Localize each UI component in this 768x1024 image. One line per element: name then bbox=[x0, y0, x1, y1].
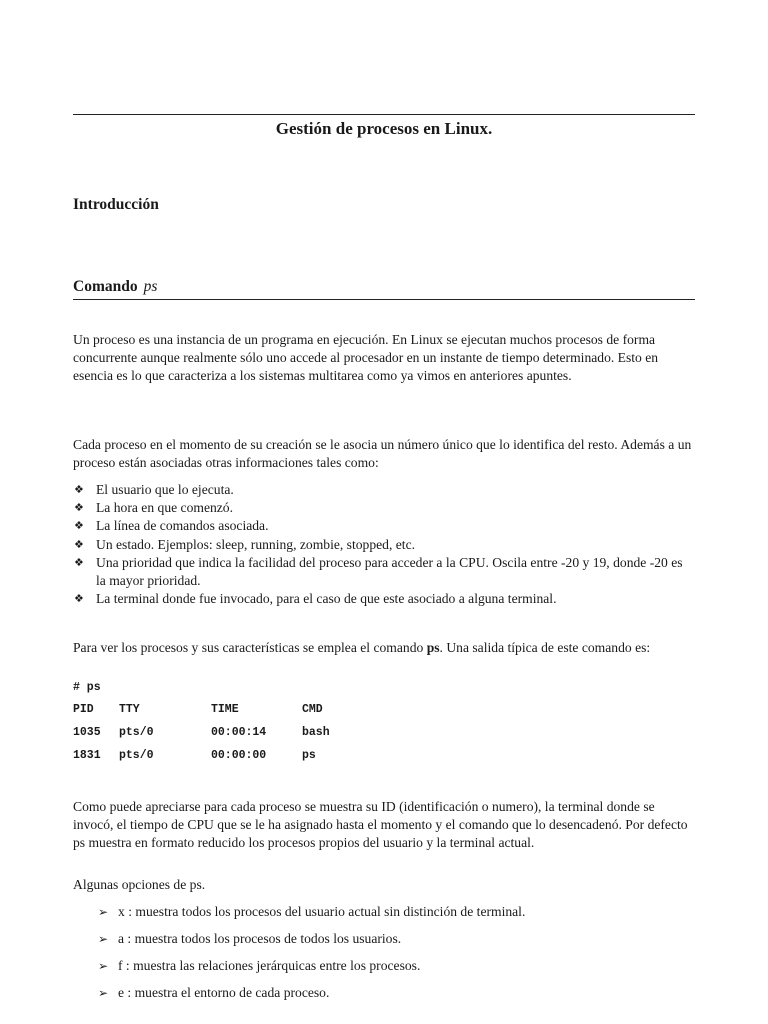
code-header-tty: TTY bbox=[119, 703, 140, 716]
list-item bbox=[73, 499, 695, 517]
list-item-text: La hora en que comenzó. bbox=[96, 500, 234, 516]
paragraph-intro: Un proceso es una instancia de un programa en ejecución. En Linux se ejecutan muchos procesos de forma concurrente aunque realmente sólo uno accede al procesador en un instante de tiempo determinado. Esto en esencia es lo que caracteriza a los sistemas multitarea como ya vimos en anteriores apuntes. bbox=[73, 332, 659, 384]
list-item-text: a : muestra todos los procesos de todos los usuarios. bbox=[118, 931, 402, 946]
code-cell-time: 00:00:14 bbox=[211, 726, 267, 739]
arrow-bullet-icon: ➢ bbox=[98, 905, 109, 919]
code-header-pid: PID bbox=[73, 703, 94, 716]
paragraph-ps-usage-text: Para ver los procesos y sus características se emplea el comando bbox=[73, 640, 427, 655]
list-item-text: e : muestra el entorno de cada proceso. bbox=[118, 985, 330, 1000]
list-item bbox=[98, 930, 695, 957]
code-prompt: # ps bbox=[73, 681, 101, 694]
paragraph-ps-explanation: Como puede apreciarse para cada proceso se muestra su ID (identificación o numero), la terminal donde se invocó, el tiempo de CPU que se le ha asignado hasta el momento y el comando que lo desencadenó. Por defecto ps muestra en formato reducido los procesos propios del usuario y la terminal actual. bbox=[73, 799, 688, 851]
list-item bbox=[98, 984, 695, 1011]
code-cell-cmd: bash bbox=[302, 726, 330, 739]
list-item bbox=[98, 957, 695, 984]
list-item bbox=[73, 536, 695, 554]
section-heading-cmd bbox=[73, 278, 157, 296]
paragraph-process-info: Cada proceso en el momento de su creación se le asocia un número único que lo identifica del resto. Además a un proceso están asociadas otras informaciones tales como: bbox=[73, 437, 692, 471]
inline-command: ps bbox=[426, 640, 440, 655]
list-item-text: La terminal donde fue invocado, para el caso de que este asociado a alguna terminal. bbox=[96, 591, 557, 607]
code-row bbox=[73, 726, 695, 742]
arrow-bullet-icon: ➢ bbox=[98, 986, 109, 1000]
code-cell-pid: 1035 bbox=[73, 726, 101, 739]
list-item bbox=[73, 481, 695, 499]
document-page bbox=[73, 0, 695, 1024]
list-item-text: El usuario que lo ejecuta. bbox=[96, 482, 234, 497]
arrow-bullet-icon: ➢ bbox=[98, 932, 109, 946]
bullet-list bbox=[73, 481, 695, 608]
list-item bbox=[98, 903, 695, 930]
header-rule bbox=[73, 114, 695, 115]
code-cell-pid: 1831 bbox=[73, 749, 101, 762]
section-heading-intro: Introducción bbox=[73, 196, 159, 213]
list-item-text: Una prioridad que indica la facilidad del proceso para acceder a la CPU. Oscila entre -20 y 19, donde -20 es la mayor prioridad. bbox=[96, 554, 683, 589]
code-cell-tty: pts/0 bbox=[119, 726, 154, 739]
code-header-cmd: CMD bbox=[302, 703, 323, 716]
code-header-row bbox=[73, 703, 695, 719]
page-title: Gestión de procesos en Linux. bbox=[275, 119, 493, 138]
diamond-bullet-icon: ❖ bbox=[74, 555, 84, 569]
section-heading-cmd-prefix: Comando bbox=[73, 278, 138, 295]
diamond-bullet-icon: ❖ bbox=[74, 501, 84, 515]
section-heading-cmd-name: ps bbox=[143, 278, 158, 295]
list-item bbox=[73, 517, 695, 535]
paragraph-ps-usage bbox=[73, 639, 695, 657]
paragraph-options-intro: Algunas opciones de ps. bbox=[73, 877, 206, 892]
arrow-bullet-icon: ➢ bbox=[98, 959, 109, 973]
code-header-time: TIME bbox=[211, 703, 239, 716]
code-cell-time: 00:00:00 bbox=[211, 749, 267, 762]
list-item-text: Un estado. Ejemplos: sleep, running, zombie, stopped, etc. bbox=[96, 536, 416, 552]
paragraph-ps-usage-text-end: . Una salida típica de este comando es: bbox=[439, 640, 651, 655]
list-item-text: x : muestra todos los procesos del usuario actual sin distinción de terminal. bbox=[118, 904, 526, 919]
list-item-text: La línea de comandos asociada. bbox=[96, 518, 269, 534]
diamond-bullet-icon: ❖ bbox=[74, 592, 84, 606]
section-rule bbox=[73, 299, 695, 300]
code-cell-tty: pts/0 bbox=[119, 749, 154, 762]
diamond-bullet-icon: ❖ bbox=[74, 519, 84, 533]
options-list bbox=[98, 903, 695, 1011]
code-row bbox=[73, 749, 695, 765]
code-cell-cmd: ps bbox=[302, 749, 316, 762]
list-item bbox=[73, 554, 695, 590]
diamond-bullet-icon: ❖ bbox=[74, 483, 84, 496]
list-item bbox=[73, 590, 695, 608]
list-item-text: f : muestra las relaciones jerárquicas entre los procesos. bbox=[118, 958, 421, 973]
diamond-bullet-icon: ❖ bbox=[74, 537, 84, 551]
